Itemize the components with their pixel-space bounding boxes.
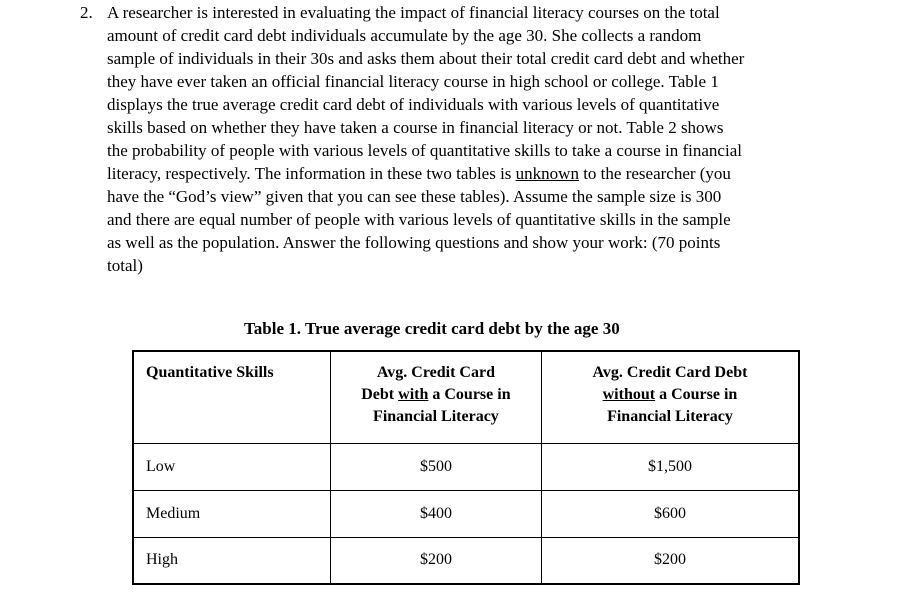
- header-quantitative-skills: Quantitative Skills: [133, 351, 330, 443]
- question-line: skills based on whether they have taken a course in financial literacy or not. Table 2 shows: [107, 118, 724, 137]
- table-caption: Table 1. True average credit card debt by the age 30: [244, 319, 620, 338]
- cell-without: $600: [541, 490, 799, 537]
- cell-without: $1,500: [541, 443, 799, 490]
- header-debt-without-course: [541, 351, 799, 443]
- question-line: displays the true average credit card debt of individuals with various levels of quantitative: [107, 95, 720, 114]
- underlined-word: unknown: [515, 164, 579, 183]
- question-line: and there are equal number of people with various levels of quantitative skills in the sample: [107, 210, 731, 229]
- question-line: they have ever taken an official financial literacy course in high school or college. Table 1: [107, 72, 719, 91]
- cell-with: $200: [330, 537, 541, 584]
- line-text: to the researcher (you: [578, 164, 731, 183]
- question-line: amount of credit card debt individuals accumulate by the age 30. She collects a random: [107, 26, 702, 45]
- question-line: have the “God’s view” given that you can see these tables). Assume the sample size is 300: [107, 187, 722, 206]
- header-line: Financial Literacy: [373, 408, 499, 425]
- cell-with: $500: [330, 443, 541, 490]
- cell-without: $200: [541, 537, 799, 584]
- question-line: total): [107, 256, 143, 275]
- header-line: [542, 384, 798, 406]
- header-line: Avg. Credit Card Debt: [592, 364, 748, 381]
- cell-skill: Low: [133, 443, 330, 490]
- header-underlined: without: [602, 386, 656, 403]
- cell-with: $400: [330, 490, 541, 537]
- cell-skill: Medium: [133, 490, 330, 537]
- table-row: [133, 490, 799, 537]
- table-row: [133, 537, 799, 584]
- credit-debt-table: [132, 350, 800, 585]
- question-line: [107, 162, 867, 185]
- table-header-row: [133, 351, 799, 443]
- header-text: Debt: [361, 386, 399, 403]
- header-line: Avg. Credit Card: [376, 364, 495, 381]
- question-line: the probability of people with various levels of quantitative skills to take a course in financial: [107, 141, 742, 160]
- header-line: Financial Literacy: [607, 408, 733, 425]
- question-text: [107, 1, 867, 277]
- question-line: as well as the population. Answer the following questions and show your work: (70 points: [107, 233, 721, 252]
- question-line: A researcher is interested in evaluating the impact of financial literacy courses on the total: [107, 3, 720, 22]
- line-text: literacy, respectively. The information in these two tables is: [107, 164, 516, 183]
- header-debt-with-course: [330, 351, 541, 443]
- header-text: a Course in: [428, 386, 511, 403]
- header-underlined: with: [398, 386, 429, 403]
- cell-skill: High: [133, 537, 330, 584]
- question-number: 2.: [80, 3, 93, 22]
- header-text: a Course in: [655, 386, 738, 403]
- table-row: [133, 443, 799, 490]
- question-line: sample of individuals in their 30s and asks them about their total credit card debt and whether: [107, 49, 745, 68]
- header-line: [331, 384, 541, 406]
